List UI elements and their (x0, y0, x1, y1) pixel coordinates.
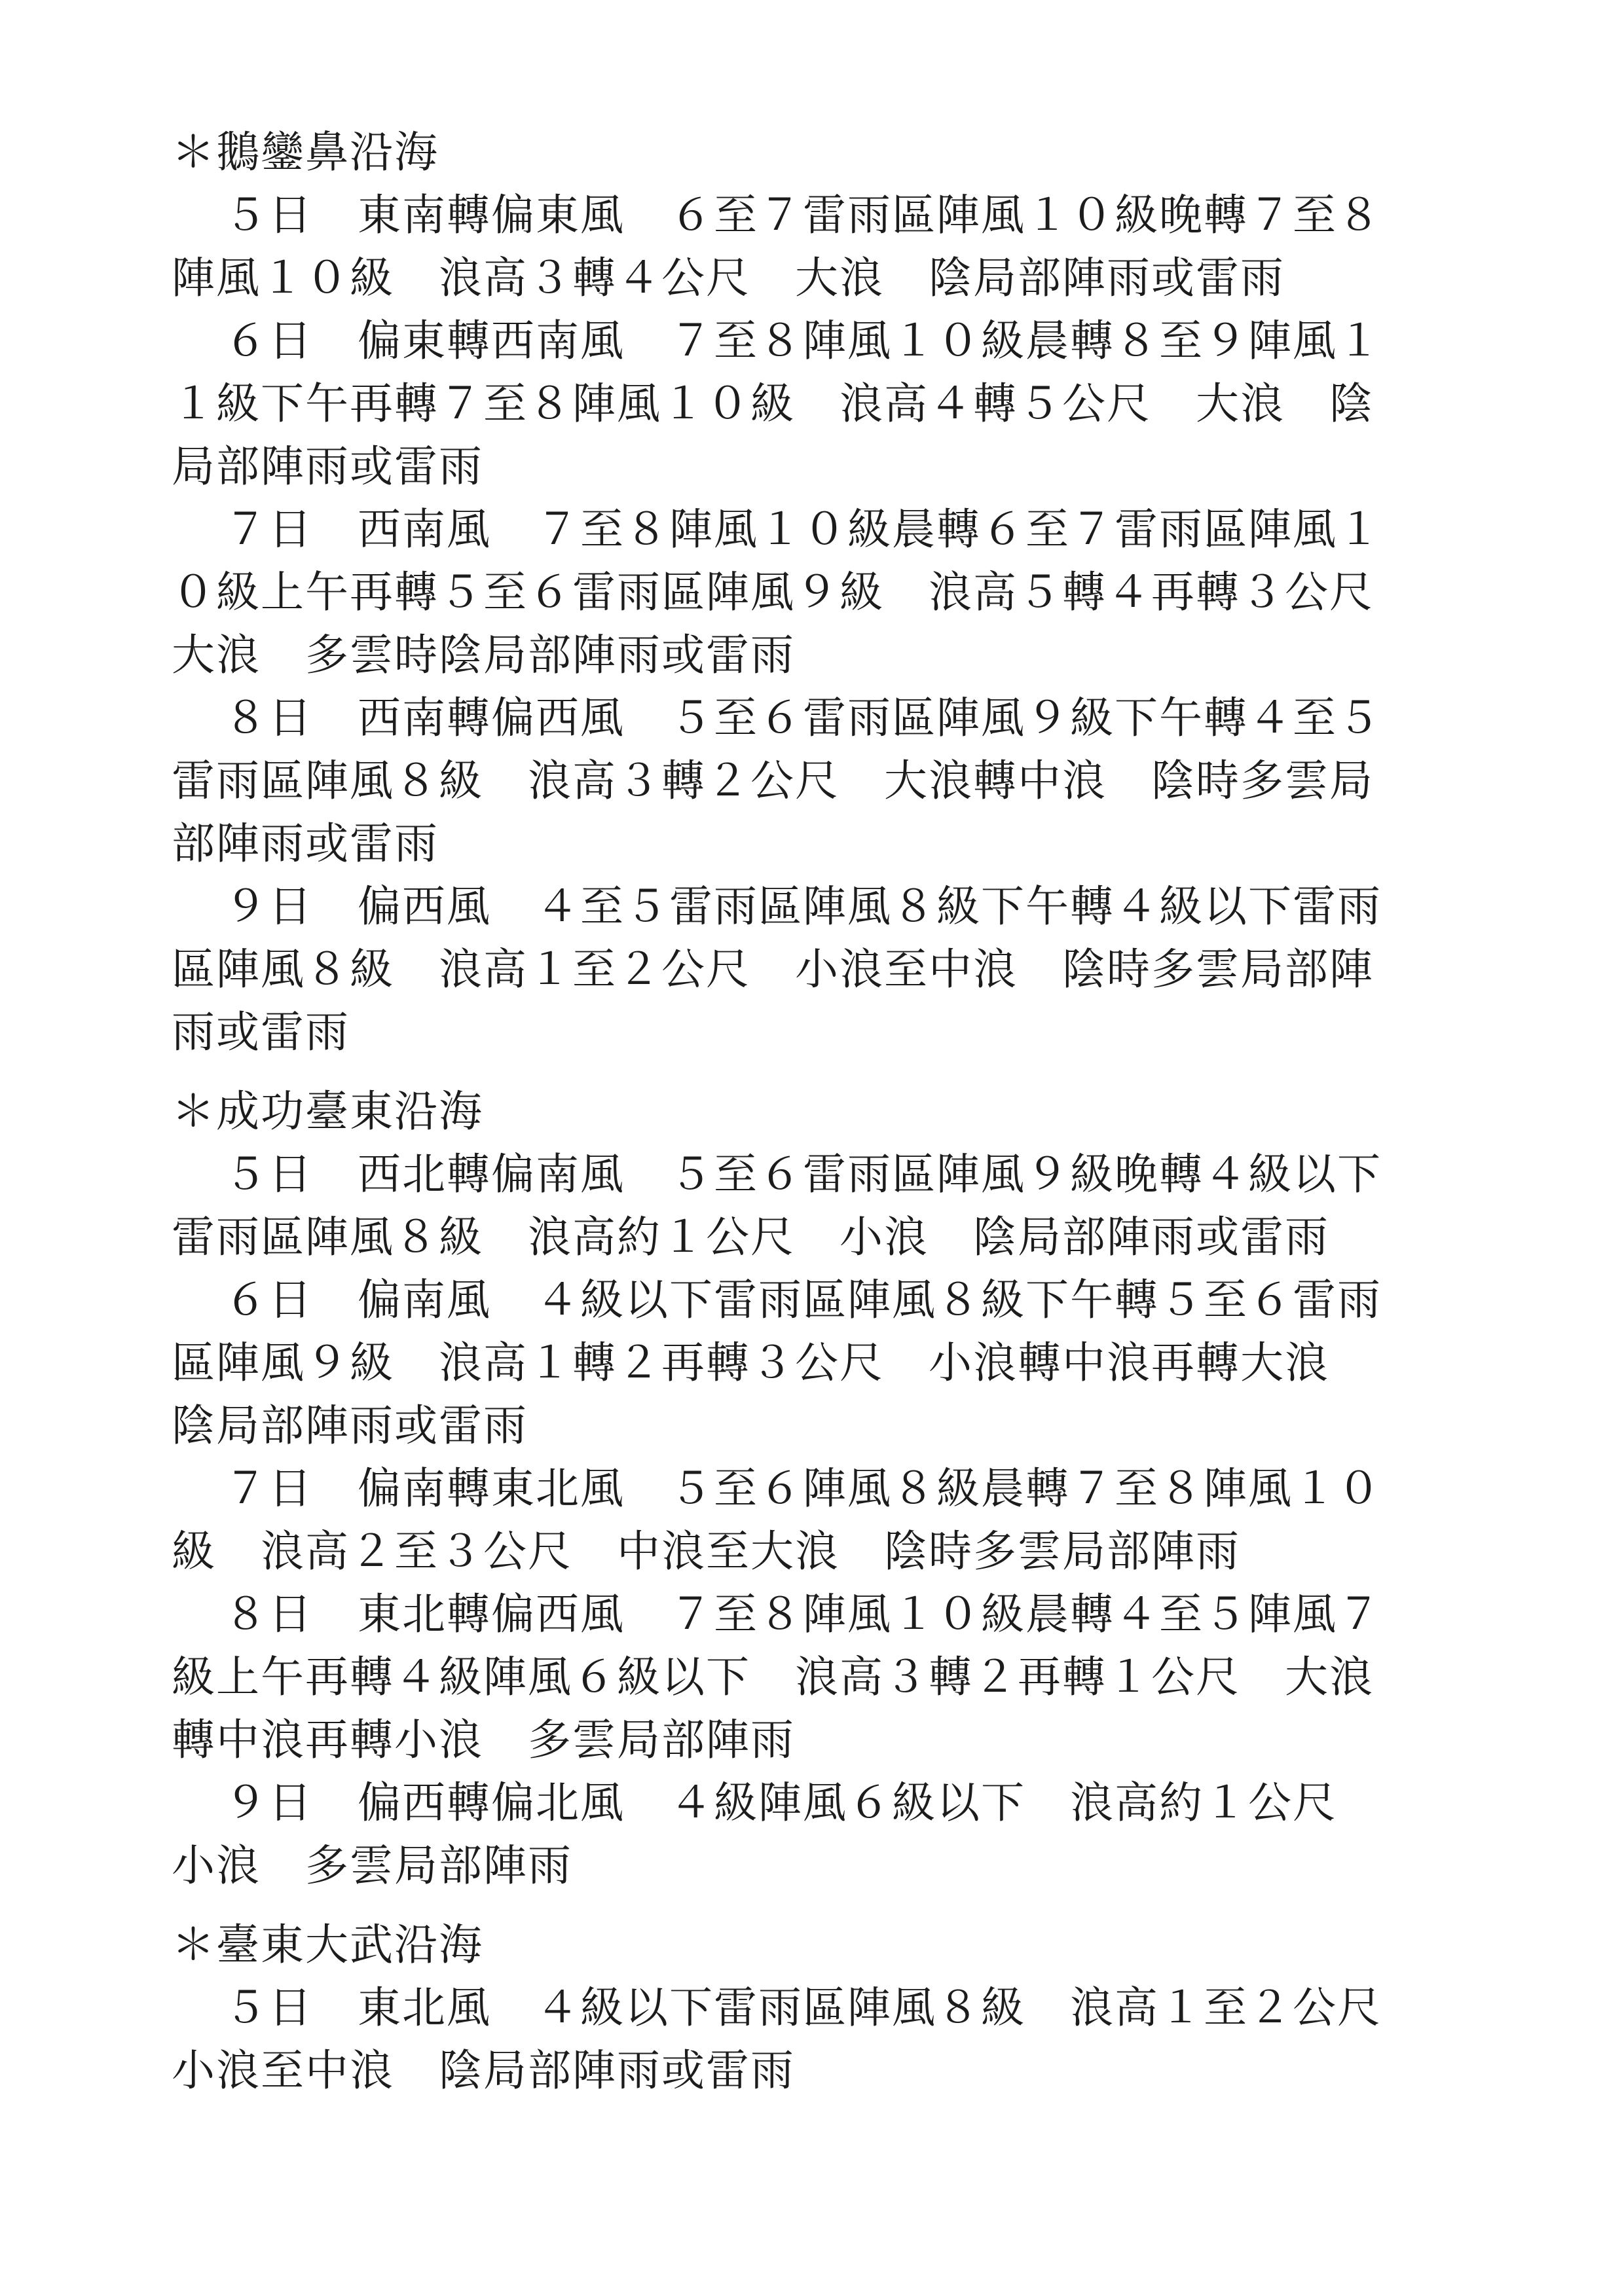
forecast-line: 小浪 多雲局部陣雨 (172, 1840, 572, 1891)
forecast-line: 陣風１０級 浪高３轉４公尺 大浪 陰局部陣雨或雷雨 (172, 253, 1285, 303)
forecast-line: ７日 西南風 ７至８陣風１０級晨轉６至７雷雨區陣風１ (224, 504, 1382, 555)
forecast-line: ０級上午再轉５至６雷雨區陣風９級 浪高５轉４再轉３公尺 (172, 567, 1374, 617)
forecast-line: ７日 偏南轉東北風 ５至６陣風８級晨轉７至８陣風１０ (224, 1463, 1382, 1514)
forecast-line: 雷雨區陣風８級 浪高約１公尺 小浪 陰局部陣雨或雷雨 (172, 1212, 1329, 1262)
forecast-line: 小浪至中浪 陰局部陣雨或雷雨 (172, 2045, 795, 2096)
forecast-line: ６日 偏東轉西南風 ７至８陣風１０級晨轉８至９陣風１ (224, 316, 1382, 366)
forecast-line: 雨或雷雨 (172, 1007, 350, 1057)
forecast-line: 陰局部陣雨或雷雨 (172, 1400, 528, 1451)
section-title: ＊臺東大武沿海 (172, 1920, 483, 1970)
forecast-line: 轉中浪再轉小浪 多雲局部陣雨 (172, 1715, 795, 1765)
forecast-line: ８日 東北轉偏西風 ７至８陣風１０級晨轉４至５陣風７ (224, 1589, 1382, 1639)
section-title: ＊成功臺東沿海 (172, 1086, 483, 1137)
forecast-line: 雷雨區陣風８級 浪高３轉２公尺 大浪轉中浪 陰時多雲局 (172, 756, 1374, 806)
forecast-line: 級 浪高２至３公尺 中浪至大浪 陰時多雲局部陣雨 (172, 1526, 1240, 1576)
forecast-line: 大浪 多雲時陰局部陣雨或雷雨 (172, 630, 795, 680)
forecast-line: ５日 東南轉偏東風 ６至７雷雨區陣風１０級晚轉７至８ (224, 190, 1382, 240)
forecast-line: 部陣雨或雷雨 (172, 818, 439, 869)
section-title: ＊鵝鑾鼻沿海 (172, 127, 439, 177)
forecast-line: 區陣風９級 浪高１轉２再轉３公尺 小浪轉中浪再轉大浪 (172, 1338, 1329, 1388)
forecast-line: １級下午再轉７至８陣風１０級 浪高４轉５公尺 大浪 陰 (172, 378, 1374, 429)
forecast-line: 區陣風８級 浪高１至２公尺 小浪至中浪 陰時多雲局部陣 (172, 944, 1374, 994)
forecast-line: ８日 西南轉偏西風 ５至６雷雨區陣風９級下午轉４至５ (224, 693, 1382, 743)
forecast-line: ５日 東北風 ４級以下雷雨區陣風８級 浪高１至２公尺 (224, 1982, 1382, 2033)
forecast-line: ６日 偏南風 ４級以下雷雨區陣風８級下午轉５至６雷雨 (224, 1275, 1382, 1325)
forecast-line: 局部陣雨或雷雨 (172, 441, 483, 492)
forecast-line: ９日 偏西轉偏北風 ４級陣風６級以下 浪高約１公尺 (224, 1777, 1337, 1828)
forecast-line: ５日 西北轉偏南風 ５至６雷雨區陣風９級晚轉４級以下 (224, 1149, 1382, 1199)
forecast-line: 級上午再轉４級陣風６級以下 浪高３轉２再轉１公尺 大浪 (172, 1652, 1374, 1702)
forecast-line: ９日 偏西風 ４至５雷雨區陣風８級下午轉４級以下雷雨 (224, 881, 1382, 932)
